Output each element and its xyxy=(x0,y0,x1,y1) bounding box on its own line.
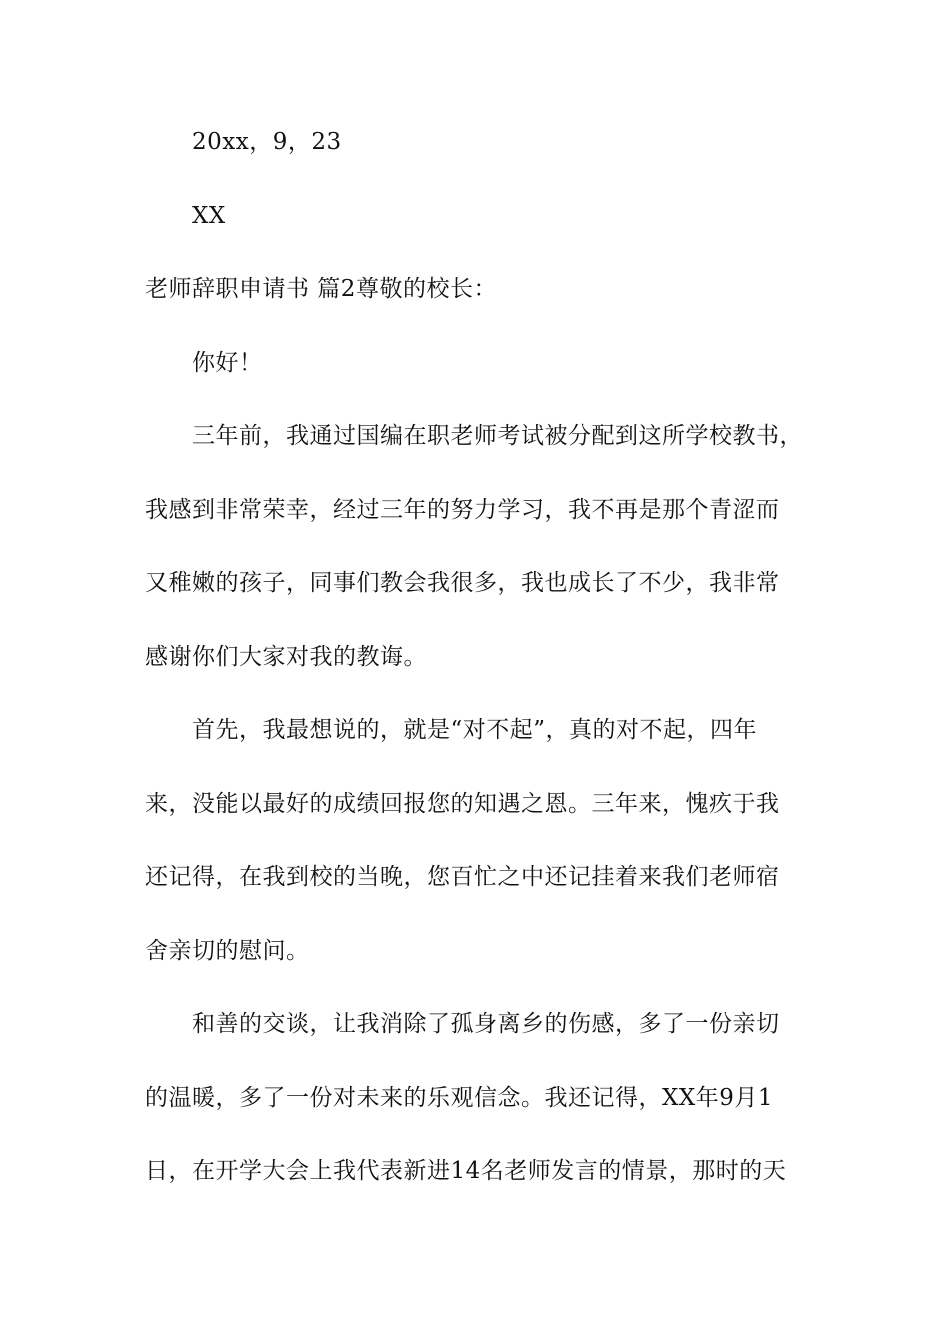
paragraph-3-line-1: 和善的交谈，让我消除了孤身离乡的伤感，多了一份亲切 xyxy=(192,1011,780,1037)
paragraph-2-line-1: 首先，我最想说的，就是“对不起”，真的对不起，四年 xyxy=(192,717,758,743)
paragraph-2-line-4: 舍亲切的慰问。 xyxy=(145,937,310,964)
paragraph-1-line-4: 感谢你们大家对我的教诲。 xyxy=(145,643,427,670)
signature-line: XX xyxy=(192,202,226,229)
date-line: 20xx，9，23 xyxy=(192,129,342,155)
paragraph-3-line-3: 日，在开学大会上我代表新进14名老师发言的情景，那时的天 xyxy=(145,1158,787,1184)
paragraph-2-line-3: 还记得，在我到校的当晚，您百忙之中还记挂着来我们老师宿 xyxy=(145,864,780,890)
paragraph-3-line-2: 的温暖，多了一份对未来的乐观信念。我还记得，XX年9月1 xyxy=(145,1084,774,1111)
paragraph-1-line-2: 我感到非常荣幸，经过三年的努力学习，我不再是那个青涩而 xyxy=(145,496,780,523)
paragraph-1-line-3: 又稚嫩的孩子，同事们教会我很多，我也成长了不少，我非常 xyxy=(145,570,780,596)
paragraph-1-line-1: 三年前，我通过国编在职老师考试被分配到这所学校教书， xyxy=(192,423,803,449)
paragraph-2-line-2: 来，没能以最好的成绩回报您的知遇之恩。三年来，愧疚于我 xyxy=(145,790,780,817)
document-body xyxy=(145,130,825,1233)
greeting-line: 你好！ xyxy=(192,349,263,376)
section-heading: 老师辞职申请书 篇2尊敬的校长： xyxy=(145,276,497,302)
